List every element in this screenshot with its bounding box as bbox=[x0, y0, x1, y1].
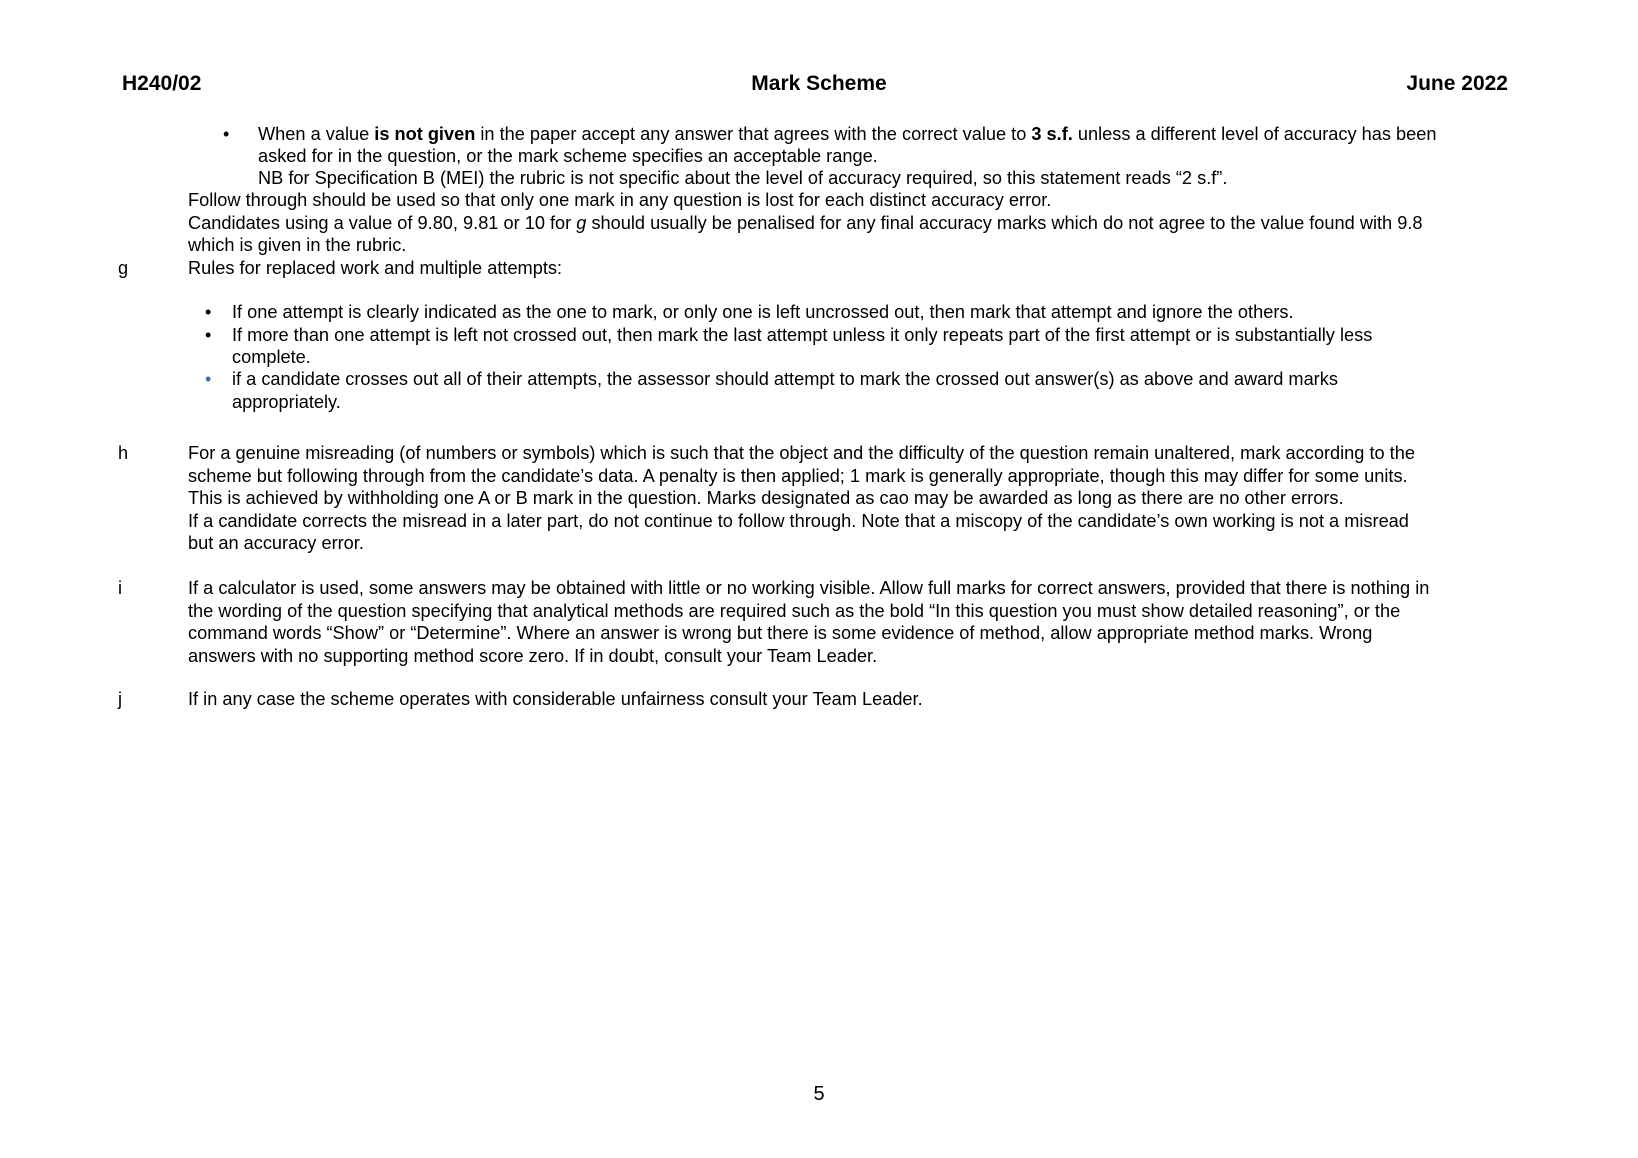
attempt-rule-2-line1: If more than one attempt is left not crossed out, then mark the last attempt unless it only repeats part of the first attempt or is substantially less bbox=[232, 325, 1373, 345]
attempt-rule-3-line2: appropriately. bbox=[232, 392, 341, 412]
paragraph-line: For a genuine misreading (of numbers or symbols) which is such that the object and the difficulty of the question remain unaltered, mark according to the bbox=[188, 443, 1415, 463]
section-g-intro: Rules for replaced work and multiple attempts: bbox=[188, 258, 563, 278]
text-run: should usually be penalised for any final accuracy marks which do not agree to the value found with 9.8 bbox=[586, 213, 1423, 233]
bold-run: 3 s.f. bbox=[1031, 124, 1073, 144]
candidates-g-line bbox=[188, 212, 1423, 235]
text-run: Candidates using a value of 9.80, 9.81 or 10 for bbox=[188, 213, 577, 233]
section-letter: h bbox=[118, 443, 129, 463]
rubric-line: which is given in the rubric. bbox=[188, 235, 407, 255]
attempt-rule-2-line2: complete. bbox=[232, 347, 311, 367]
page-number: 5 bbox=[813, 1083, 825, 1105]
section-j-text bbox=[188, 688, 1538, 711]
paragraph-line: command words “Show” or “Determine”. Where an answer is wrong but there is some evidence of method, allow appropriate method marks. Wrong bbox=[188, 623, 1373, 643]
header-code: H240/02 bbox=[122, 72, 202, 95]
section-letter: j bbox=[118, 689, 123, 709]
paragraph-line: If a candidate corrects the misread in a later part, do not continue to follow through. Note that a miscopy of the candidate’s own working is not a misread bbox=[188, 510, 1409, 531]
text-run: in the paper accept any answer that agrees with the correct value to bbox=[475, 124, 1032, 144]
attempt-rule-3-line1: if a candidate crosses out all of their attempts, the assessor should attempt to mark the crossed out answer(s) as above and award marks bbox=[232, 369, 1338, 389]
accuracy-bullet-line2: asked for in the question, or the mark scheme specifies an acceptable range. bbox=[258, 146, 878, 166]
follow-through-line: Follow through should be used so that only one mark in any question is lost for each distinct accuracy error. bbox=[188, 190, 1052, 210]
accuracy-bullet-line3: NB for Specification B (MEI) the rubric is not specific about the level of accuracy required, so this statement reads “2 s.f”. bbox=[258, 168, 1228, 188]
paragraph-line: but an accuracy error. bbox=[188, 533, 364, 553]
paragraph-line: This is achieved by withholding one A or B mark in the question. Marks designated as cao may be awarded as long as there are no other errors. bbox=[188, 488, 1344, 508]
paragraph-line: If a calculator is used, some answers may be obtained with little or no working visible. Allow full marks for correct answers, provided that there is nothing in bbox=[188, 578, 1430, 598]
header-date: June 2022 bbox=[1406, 72, 1508, 95]
italic-run: g bbox=[576, 213, 587, 233]
bullet-icon: • bbox=[223, 124, 230, 144]
paragraph-line: If in any case the scheme operates with considerable unfairness consult your Team Leader. bbox=[188, 689, 923, 709]
paragraph-line: scheme but following through from the candidate’s data. A penalty is then applied; 1 mark is generally appropriate, though this may differ for some units. bbox=[188, 465, 1408, 486]
bullet-icon: • bbox=[205, 369, 212, 389]
bullet-icon: • bbox=[205, 302, 212, 322]
section-letter: i bbox=[118, 578, 123, 598]
section-h-text bbox=[188, 442, 1538, 555]
section-letter: g bbox=[118, 258, 129, 278]
bold-run: is not given bbox=[374, 124, 476, 144]
paragraph-line: the wording of the question specifying that analytical methods are required such as the bold “In this question you must show detailed reasoning”, or the bbox=[188, 600, 1401, 621]
bullet-icon: • bbox=[205, 325, 212, 345]
attempt-rule-1: If one attempt is clearly indicated as the one to mark, or only one is left uncrossed out, then mark that attempt and ignore the others. bbox=[232, 302, 1294, 322]
section-i-text bbox=[188, 577, 1538, 667]
text-run: unless a different level of accuracy has been bbox=[1072, 124, 1437, 144]
header-title: Mark Scheme bbox=[751, 72, 887, 95]
text-run: When a value bbox=[258, 124, 375, 144]
paragraph-line: answers with no supporting method score zero. If in doubt, consult your Team Leader. bbox=[188, 645, 878, 666]
accuracy-bullet-line1 bbox=[258, 123, 1436, 146]
